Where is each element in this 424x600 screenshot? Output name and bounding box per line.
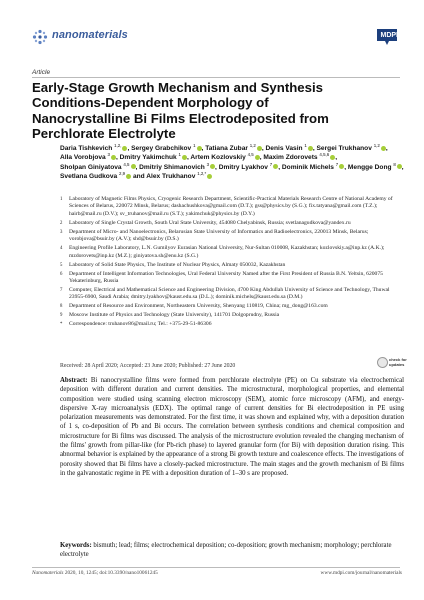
affiliation-number: 5 — [60, 262, 63, 268]
author-affiliation-sup: 8 — [393, 161, 396, 167]
author-name[interactable] — [205, 142, 262, 152]
author-affiliation-sup: 2,9 — [119, 170, 126, 176]
keywords-text: bismuth; lead; films; electrochemical deposition; co-deposition; growth mechanism; morphology; perchlorate electrolyte — [60, 542, 392, 559]
affiliation-text: Correspondence: truhanov86@mail.ru; Tel.: +375-29-51-86306 — [69, 321, 212, 328]
orcid-icon[interactable] — [111, 155, 116, 160]
author-name[interactable] — [60, 142, 127, 152]
affiliation-text: Department of Micro- and Nanoelectronics, Belarusian State University of Informatics and Radioelectronics, 220013 Minsk, Belarus; vorobjova@bsuir.by (A.V.); shd@bsuir.by (D.S.) — [69, 228, 369, 243]
affiliation-item — [60, 262, 404, 269]
author-name-text: Alex Trukhanov — [146, 172, 198, 180]
orcid-icon[interactable] — [210, 164, 215, 169]
author-name[interactable] — [263, 154, 335, 161]
affiliation-number: 7 — [60, 287, 63, 293]
affiliation-number: 4 — [60, 246, 63, 252]
abstract-label: Abstract: — [60, 377, 88, 384]
affiliation-item — [60, 220, 404, 227]
check-updates-label — [389, 357, 407, 367]
publication-dates: Received: 28 April 2020; Accepted: 23 June 2020; Published: 27 June 2020 — [60, 363, 236, 369]
author-affiliation-sup: 4,5 — [123, 161, 130, 167]
orcid-icon[interactable] — [182, 155, 187, 160]
affiliation-text: Laboratory of Solid State Physics, The Institute of Nuclear Physics, Almaty 050032, Kazakhstan — [69, 261, 286, 268]
author-affiliation-sup: 7 — [269, 161, 273, 167]
author-name-text: Dominik Michels — [281, 163, 336, 171]
affiliation-text: Laboratory of Magnetic Films Physics, Cryogenic Research Department, Scientific-Practical Materials Research Centre of National Academy of Sciences of Belarus, 220072 Minsk, Belarus; dashachushkova@gmail.com (D.T.); gss@physics.by (S.G.); fix.tatyana@gmail.com (T.Z.); hairb@mail.ru (D.V.); sv_truhanov@mail.ru (S.T.); yakimchuk@physics.by (D.Y.) — [69, 196, 393, 217]
check-updates-line2: updates — [389, 362, 405, 367]
affiliation-number: 2 — [60, 220, 63, 226]
affiliation-item — [60, 196, 404, 218]
journal-name: nanomaterials — [52, 29, 128, 41]
author-affiliation-sup: 7 — [335, 161, 339, 167]
orcid-icon[interactable] — [257, 146, 262, 151]
orcid-icon[interactable] — [397, 164, 402, 169]
author-name-text: Svetlana Gudkova — [60, 172, 119, 180]
check-for-updates-button[interactable] — [377, 357, 405, 369]
abstract — [60, 376, 404, 478]
author-list: Daria Tishkevich $^{1,2,}$ , Sergey Grabchikov $^1$ , Tatiana Zubar $^{1,2}$ , Denis Vasin $^1$ , Sergei Trukhanov $^{1,2}$ , Alla Vorobjova $^3$ , Dmitry Yakimchuk $^1$ , Artem Kozlovskiy $^{4,5}$ , Maxim Zdorovets $^{4,5,6}$ , Sholpan Giniyatova $^{4,5}$ , Dmitriy Shimanovich $^3$ , Dmitry Lyakhov $^7$ , Dominik Michels $^7$ , Mengge Dong $^8$ , Svetlana Gudkova $^{2,9}$ and Alex Trukhanov $^{1,2,*}$ — [60, 142, 404, 180]
author-affiliation-sup: 1,2 — [373, 142, 380, 148]
author-name-text: Tatiana Zubar — [205, 145, 250, 152]
orcid-icon[interactable] — [255, 155, 260, 160]
orcid-icon[interactable] — [207, 174, 212, 179]
author-name-text: Sholpan Giniyatova — [60, 163, 124, 171]
open-access-badge-icon — [32, 253, 54, 275]
author-name-text: Dmitry Yakimchuk — [119, 154, 179, 162]
author-affiliation-sup: 1 — [178, 152, 181, 158]
author-name-text: Dmitry Lyakhov — [218, 163, 270, 171]
orcid-icon[interactable] — [197, 146, 202, 151]
author-affiliation-sup: 1,2 — [249, 142, 256, 148]
author-affiliation-sup: 1 — [193, 142, 196, 148]
keywords — [60, 541, 404, 560]
footer-citation — [32, 570, 158, 576]
author-name[interactable] — [316, 142, 386, 152]
affiliation-item — [60, 303, 404, 310]
author-name-text: Dmitriy Shimanovich — [139, 163, 207, 171]
author-name[interactable] — [60, 161, 136, 171]
author-name-text: Daria Tishkevich — [60, 145, 115, 152]
affiliation-list — [60, 196, 404, 330]
affiliation-number: * — [60, 322, 63, 328]
author-affiliation-sup: 3 — [107, 152, 110, 158]
orcid-icon[interactable] — [126, 174, 131, 179]
orcid-icon[interactable] — [330, 155, 335, 160]
abstract-text: Bi nanocrystalline films were formed from perchlorate electrolyte (PE) on Cu substrate via electrochemical deposition with different duration and current densities. The microstructural, morphological properties, and elemental composition were studied using scanning electron microscopy (SEM), atomic force microscopy (AFM), and energy-dispersive X-ray microanalysis (EDX). The optimal range of current densities for Bi electrodeposition in PE using polarization measurements was demonstrated. For the first time, it was shown and explained why, with a deposition duration of 1 s, co-deposition of Pb and Bi occurs. The correlation between synthesis conditions and chemical composition and microstructure for Bi films was discussed. The analysis of the microstructure evolution revealed the changing mechanism of the films' growth from pillar-like (for Pb-rich phase) to layered granular form (for Bi) with deposition duration rising. This abnormal behavior is explained by the appearance of a strong Bi growth texture and coalescence effects. The investigations of porosity showed that Bi films have a closely-packed microstructure. The main stages and the growth mechanism of Bi films in the galvanostatic regime in PE with a deposition duration of 1–30 s are proposed. — [60, 377, 404, 477]
author-affiliation-sup: 1,2, — [114, 142, 122, 148]
affiliation-number: 3 — [60, 229, 63, 235]
affiliation-item — [60, 312, 404, 319]
author-name-text: Denis Vasin — [265, 145, 305, 152]
affiliation-item — [60, 245, 404, 260]
article-type: Article — [32, 69, 51, 76]
orcid-icon[interactable] — [131, 164, 136, 169]
affiliation-number: 8 — [60, 304, 63, 310]
orcid-icon[interactable] — [308, 146, 313, 151]
affiliation-item — [60, 271, 404, 286]
affiliation-text: Department of Resource and Environment, Northeastern University, Shenyang 110819, China; mg_dong@163.com — [69, 303, 328, 310]
author-name[interactable] — [218, 161, 279, 171]
affiliation-item — [60, 321, 404, 328]
author-name-text: Sergei Trukhanov — [316, 145, 374, 152]
author-name[interactable] — [146, 170, 212, 180]
author-name[interactable] — [281, 161, 344, 171]
author-name-text: Artem Kozlovskiy — [190, 154, 248, 162]
orcid-icon[interactable] — [273, 164, 278, 169]
author-affiliation-sup: 1 — [304, 142, 307, 148]
author-name-text: Mengge Dong — [347, 163, 394, 171]
author-name[interactable] — [131, 142, 201, 152]
author-name[interactable] — [347, 161, 402, 171]
author-name-text: Alla Vorobjova — [60, 154, 108, 162]
paper-title: Early-Stage Growth Mechanism and Synthesis Conditions-Dependent Morphology of Nanocrystalline Bi Films Electrodeposited from Perchlorate Electrolyte — [32, 80, 329, 141]
footer-url[interactable]: www.mdpi.com/journal/nanomaterials — [320, 570, 402, 576]
footer-journal: Nanomaterials — [32, 570, 64, 576]
author-name[interactable] — [60, 170, 131, 180]
affiliation-number: 9 — [60, 313, 63, 319]
affiliation-text: Department of Intelligent Information Technologies, Ural Federal University Named after the First President of Russia B.N. Yeltsin, 620075 Yekaterinburg, Russia — [69, 270, 383, 285]
affiliation-number: 6 — [60, 271, 63, 277]
orcid-icon[interactable] — [381, 146, 386, 151]
orcid-icon[interactable] — [339, 164, 344, 169]
affiliation-text: Computer, Electrical and Mathematical Science and Engineering Division, 4700 King Abdullah University of Science and Technology, Thuwal 23955-6900, Saudi Arabia; dmitry.lyakhov@kaust.edu.sa (D.L.); dominik.michels@kaust.edu.sa (D.M.) — [69, 286, 390, 301]
author-name[interactable] — [139, 161, 215, 171]
footer-citation-text: 2020, 10, 1245; doi:10.3390/nano10061245 — [64, 570, 158, 576]
author-name[interactable] — [190, 154, 259, 161]
affiliation-text: Moscow Institute of Physics and Technology (State University), 141701 Dolgoprudny, Russia — [69, 312, 280, 319]
keywords-label: Keywords: — [60, 542, 92, 549]
author-name-text: Maxim Zdorovets — [263, 154, 320, 162]
footer-divider — [32, 567, 400, 568]
mdpi-logo-text: MDPI — [380, 32, 398, 39]
orcid-icon[interactable] — [122, 146, 127, 151]
nanomaterials-logo-icon — [32, 29, 48, 45]
author-affiliation-sup: 1,2,* — [197, 170, 207, 176]
author-name[interactable] — [265, 142, 313, 152]
check-updates-line1: check for — [389, 357, 407, 362]
affiliation-text: Engineering Profile Laboratory, L.N. Gumilyov Eurasian National University, Nur-Sultan 010008, Kazakhstan; kozlovskiy.a@inp.kz (A.K.); mzdorovets@inp.kz (M.Z.); giniyatova.sh@enu.kz (S.G.) — [69, 245, 385, 259]
author-affiliation-sup: 4,5 — [247, 152, 254, 158]
author-affiliation-sup: 4,5,6 — [319, 152, 330, 158]
affiliation-item — [60, 229, 404, 244]
page-header — [32, 27, 400, 57]
affiliation-text: Laboratory of Single Crystal Growth, South Ural State University, 454080 Chelyabinsk, Russia; svetlanagudkova@yandex.ru — [69, 219, 351, 226]
affiliation-item — [60, 287, 404, 302]
author-name[interactable] — [120, 154, 187, 161]
affiliation-number: 1 — [60, 197, 63, 202]
author-name[interactable] — [60, 154, 116, 161]
author-name-text: Sergey Grabchikov — [131, 145, 194, 152]
check-updates-icon — [377, 357, 388, 368]
author-affiliation-sup: 3 — [206, 161, 210, 167]
title-divider — [32, 77, 400, 78]
